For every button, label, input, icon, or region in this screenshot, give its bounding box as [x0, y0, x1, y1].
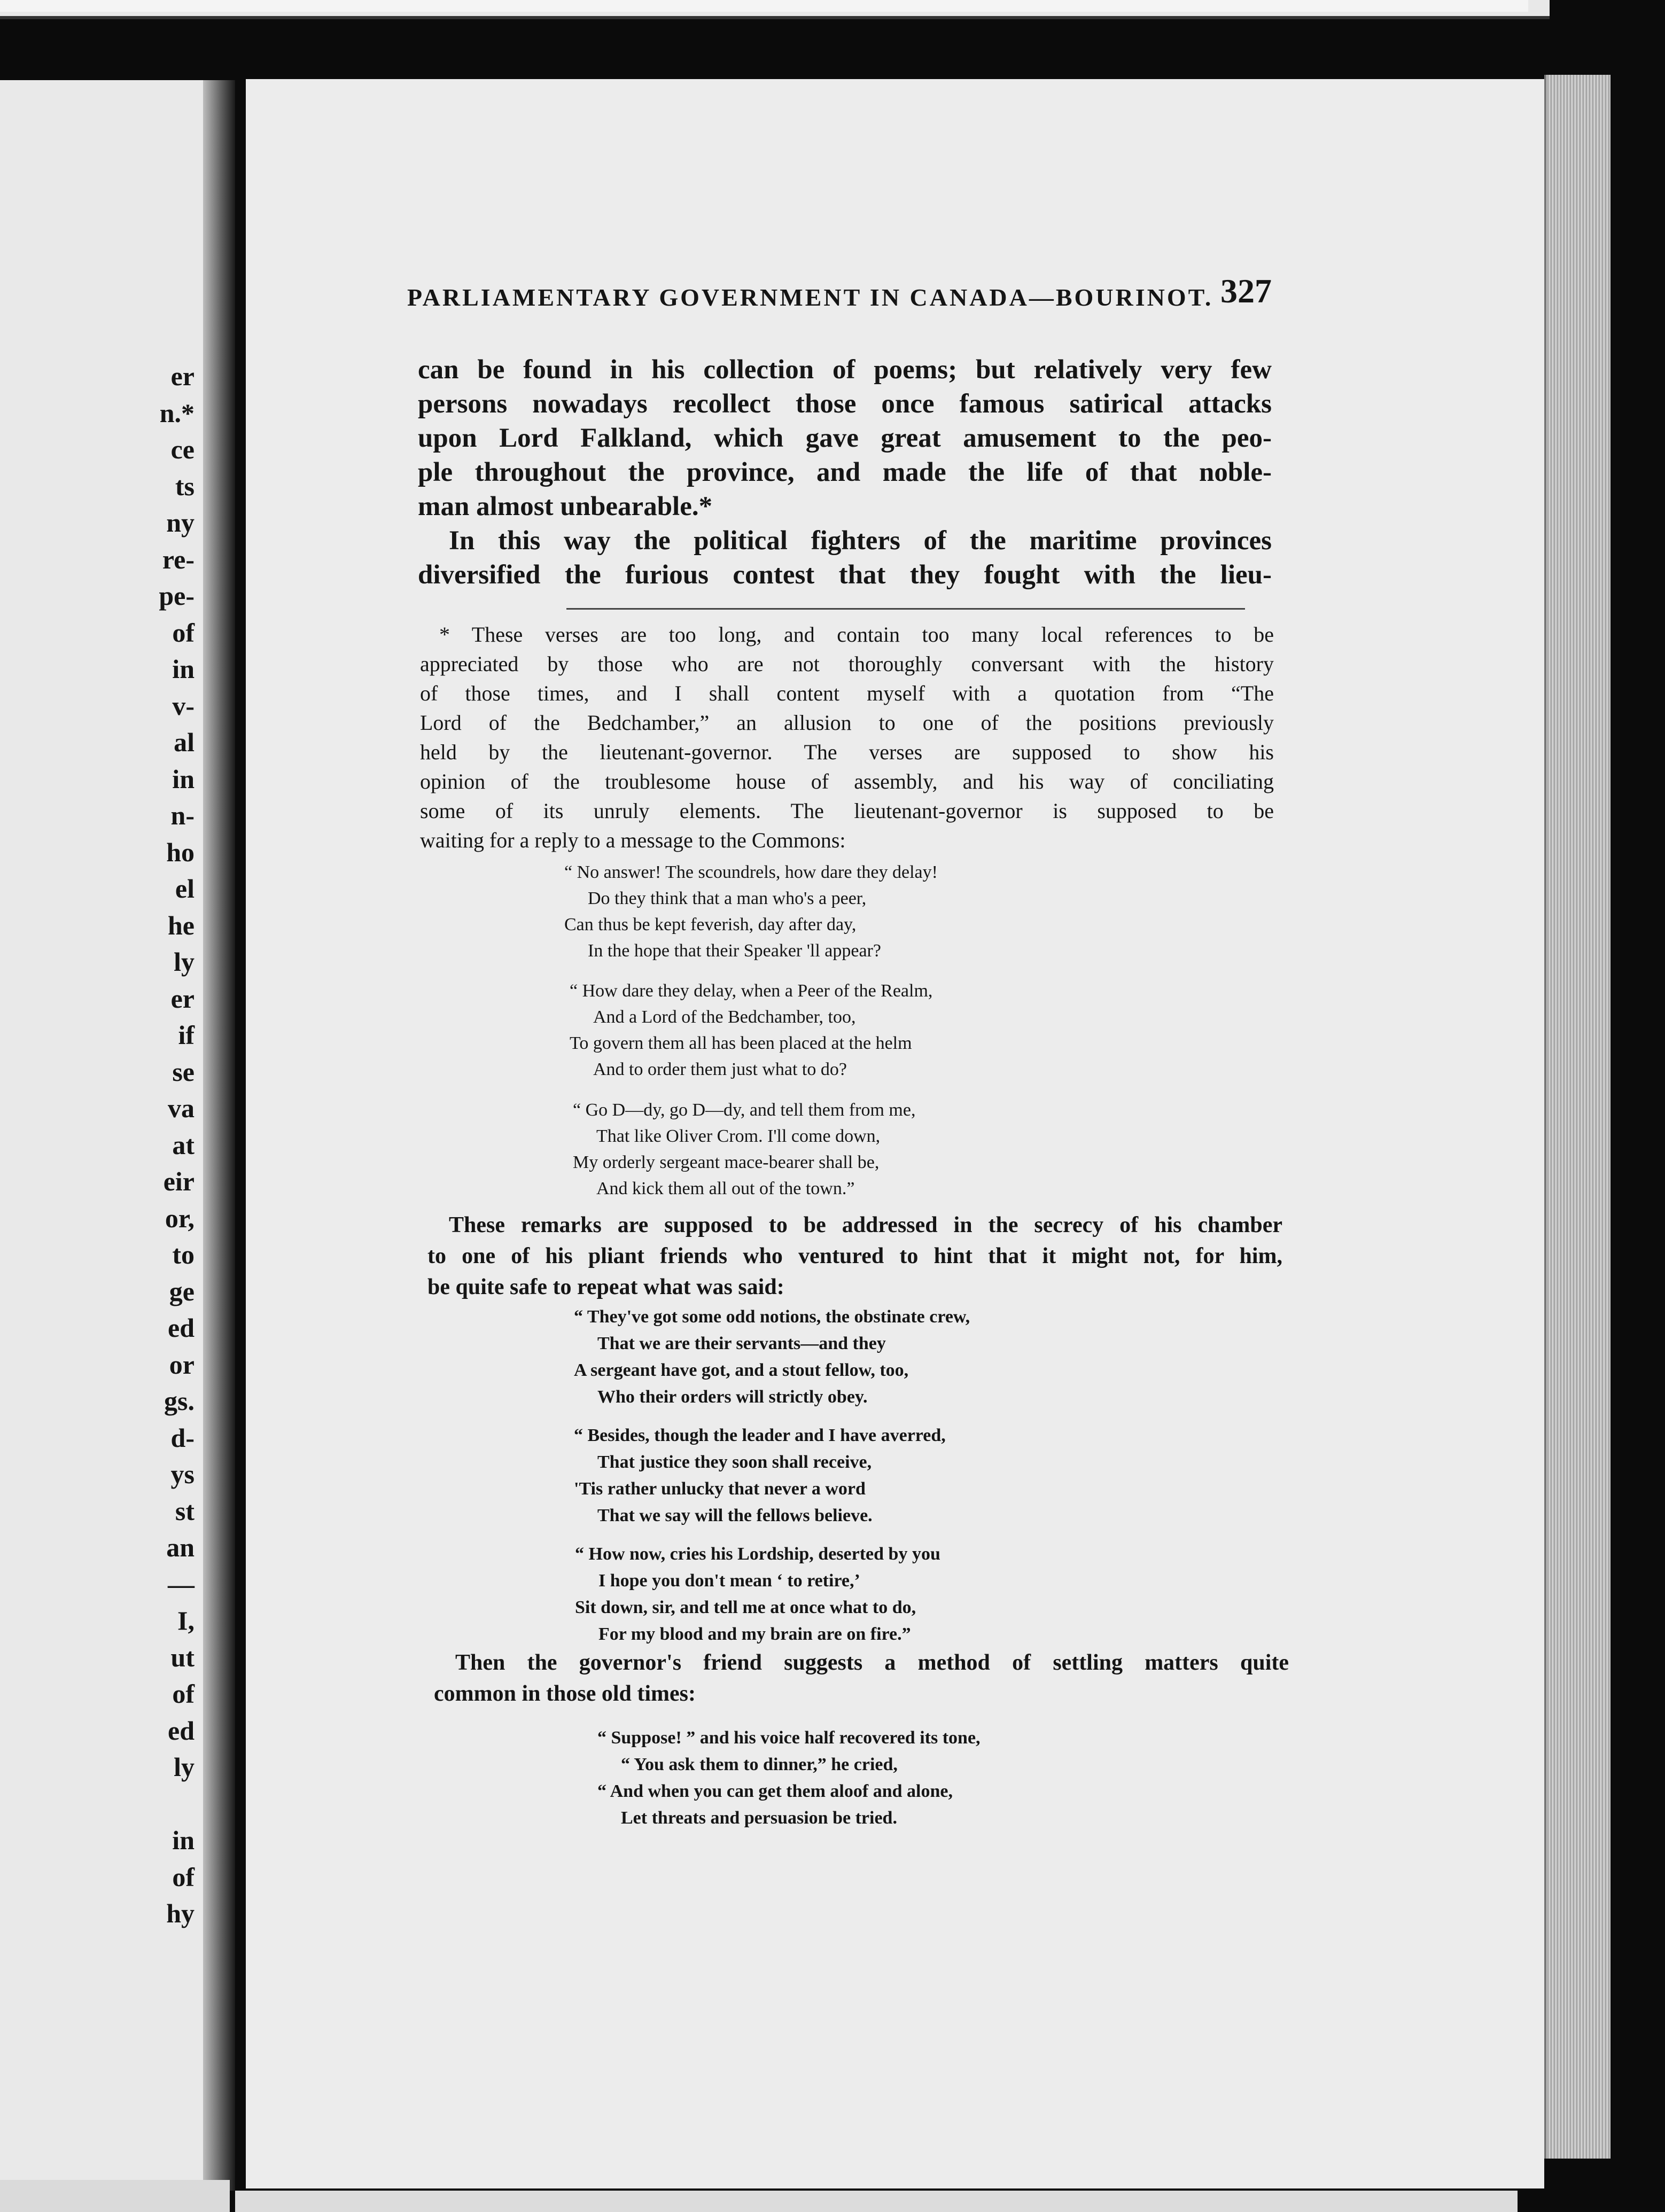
body-text	[418, 353, 1272, 592]
verse-stanza	[597, 1725, 981, 1832]
verse-line: Let threats and persuasion be tried.	[621, 1808, 897, 1828]
previous-page-fragment	[120, 1786, 194, 1822]
body-line: diversified the furious contest that they fought with the lieu-	[418, 560, 1272, 590]
book-gutter-shadow	[203, 80, 235, 2191]
verse-stanza	[574, 1422, 946, 1529]
then-line: common in those old times:	[434, 1681, 696, 1706]
previous-page-fragment: gs.	[164, 1386, 194, 1416]
verse-line: “ Suppose! ” and his voice half recovered its tone,	[597, 1728, 981, 1748]
verse-line: I hope you don't mean ‘ to retire,’	[598, 1571, 860, 1591]
verse-line: “ And when you can get them aloof and alone,	[597, 1781, 953, 1801]
remarks-line: be quite safe to repeat what was said:	[427, 1275, 784, 1299]
previous-page-fragment: in	[172, 764, 194, 794]
previous-page-fragment: re-	[162, 544, 194, 574]
footnote-line: * These verses are too long, and contain too many local references to be	[439, 622, 1274, 647]
verse-line: That we are their servants—and they	[597, 1334, 886, 1353]
verse-line: In the hope that their Speaker 'll appear?	[588, 941, 881, 961]
verse-line: “ No answer! The scoundrels, how dare they delay!	[564, 862, 938, 882]
footnote-line: opinion of the troublesome house of assembly, and his way of conciliating	[420, 769, 1274, 793]
previous-page-fragment: of	[172, 1679, 194, 1709]
remarks-line: These remarks are supposed to be addressed in the secrecy of his chamber	[449, 1213, 1282, 1237]
previous-page-fragment: d-	[170, 1422, 194, 1453]
previous-page-fragment: ly	[174, 947, 194, 977]
verse-line: “ You ask them to dinner,” he cried,	[621, 1755, 898, 1774]
previous-page-fragment: ut	[170, 1642, 194, 1672]
previous-page-fragment: n-	[170, 800, 194, 830]
body-line: persons nowadays recollect those once famous satirical attacks	[418, 389, 1272, 419]
previous-page-fragment: if	[178, 1020, 194, 1050]
page-stack-edge	[1544, 75, 1610, 2159]
verse-stanza	[573, 1097, 915, 1202]
body-line: man almost unbearable.*	[418, 492, 713, 521]
verse-line: That like Oliver Crom. I'll come down,	[596, 1126, 881, 1146]
verse-line: 'Tis rather unlucky that never a word	[574, 1479, 866, 1499]
previous-page-fragment: er	[170, 983, 194, 1014]
verse-line: Do they think that a man who's a peer,	[588, 889, 867, 908]
verse-line: “ They've got some odd notions, the obstinate crew,	[574, 1307, 970, 1327]
previous-page-fragment: va	[168, 1093, 194, 1123]
scan-top-strip	[0, 0, 1550, 19]
remarks-paragraph	[427, 1210, 1282, 1303]
footnote	[420, 620, 1274, 855]
verse-stanza	[570, 978, 932, 1082]
previous-page-fragment: in	[172, 1825, 194, 1855]
previous-page-fragment: st	[175, 1496, 194, 1526]
previous-page-fragment: n.*	[159, 398, 194, 428]
verse-line: That we say will the fellows believe.	[597, 1506, 873, 1525]
verse-line: “ Go D—dy, go D—dy, and tell them from me,	[573, 1100, 916, 1120]
footnote-line: held by the lieutenant-governor. The verses are supposed to show his	[420, 740, 1274, 764]
previous-page	[0, 80, 219, 2191]
scan-bottom-left	[0, 2180, 230, 2212]
verse-line: A sergeant have got, and a stout fellow, too,	[574, 1360, 909, 1380]
verse-line: Who their orders will strictly obey.	[597, 1387, 868, 1407]
verse-line: For my blood and my brain are on fire.”	[598, 1624, 911, 1644]
then-paragraph	[434, 1647, 1289, 1709]
remarks-line: to one of his pliant friends who ventured to hint that it might not, for him,	[427, 1244, 1282, 1268]
previous-page-fragment: ho	[166, 837, 194, 867]
footnote-line: appreciated by those who are not thoroughly conversant with the history	[420, 652, 1274, 676]
previous-page-fragment: I,	[177, 1606, 194, 1635]
previous-page-fragment: hy	[166, 1898, 194, 1928]
verse-line: And to order them just what to do?	[593, 1060, 847, 1079]
previous-page-fragment: —	[168, 1569, 194, 1599]
footnote-line: waiting for a reply to a message to the Commons:	[420, 828, 846, 852]
previous-page-fragment: or	[169, 1349, 194, 1380]
previous-page-fragment: or,	[165, 1203, 194, 1233]
running-head: PARLIAMENTARY GOVERNMENT IN CANADA—BOURINOT.	[407, 284, 1213, 311]
verse-line: That justice they soon shall receive,	[597, 1452, 872, 1472]
previous-page-fragment: se	[172, 1056, 194, 1087]
verse-line: Can thus be kept feverish, day after day,	[564, 915, 857, 934]
previous-page-fragment: an	[166, 1532, 194, 1562]
verse-line: “ How dare they delay, when a Peer of the Realm,	[570, 981, 933, 1001]
body-line: can be found in his collection of poems; but relatively very few	[418, 355, 1272, 385]
verse-stanza	[575, 1541, 940, 1648]
verse-line: To govern them all has been placed at the helm	[570, 1033, 912, 1053]
previous-page-fragment: ly	[174, 1752, 194, 1782]
verse-line: And kick them all out of the town.”	[596, 1179, 855, 1198]
previous-page-fragment: ny	[166, 508, 194, 538]
body-line: upon Lord Falkland, which gave great amusement to the peo-	[418, 423, 1272, 453]
verse-line: My orderly sergeant mace-bearer shall be,	[573, 1152, 880, 1172]
then-line: Then the governor's friend suggests a method of settling matters quite	[455, 1650, 1289, 1675]
footnote-line: of those times, and I shall content myself with a quotation from “The	[420, 681, 1274, 705]
scan-top-strip-inner	[0, 0, 1528, 12]
footnote-line: Lord of the Bedchamber,” an allusion to one of the positions previously	[420, 711, 1274, 735]
previous-page-fragment: eir	[163, 1166, 194, 1196]
verse-stanza	[564, 859, 938, 964]
previous-page-fragment: ce	[170, 434, 194, 464]
body-line: In this way the political fighters of the maritime provinces	[449, 526, 1272, 556]
previous-page-fragment: of	[172, 1861, 194, 1892]
previous-page-fragment: ge	[169, 1276, 194, 1306]
previous-page-fragment: in	[172, 654, 194, 684]
page-number: 327	[1220, 272, 1272, 310]
previous-page-fragment: er	[170, 361, 194, 391]
previous-page-fragment: of	[172, 617, 194, 648]
footnote-line: some of its unruly elements. The lieutenant-governor is supposed to be	[420, 799, 1274, 823]
previous-page-fragment: ys	[170, 1459, 194, 1489]
previous-page-fragment: el	[175, 874, 194, 904]
verse-stanza	[574, 1304, 970, 1411]
previous-page-fragment: ed	[168, 1715, 194, 1746]
previous-page-fragment: ed	[168, 1313, 194, 1343]
scan-bottom-strip	[235, 2191, 1518, 2212]
verse-line: And a Lord of the Bedchamber, too,	[593, 1007, 856, 1027]
verse-line: Sit down, sir, and tell me at once what to do,	[575, 1598, 916, 1617]
body-line: ple throughout the province, and made the life of that noble-	[418, 457, 1272, 487]
previous-page-text	[120, 358, 194, 1932]
previous-page-fragment: he	[168, 910, 194, 940]
previous-page-fragment: at	[172, 1130, 194, 1160]
previous-page-fragment: ts	[175, 471, 194, 501]
previous-page-fragment: to	[172, 1240, 194, 1269]
previous-page-fragment: pe-	[159, 581, 194, 611]
verse-line: “ How now, cries his Lordship, deserted by you	[575, 1544, 940, 1564]
footnote-rule	[566, 608, 1245, 610]
previous-page-fragment: al	[174, 727, 194, 757]
previous-page-fragment: v-	[172, 690, 194, 721]
verse-line: “ Besides, though the leader and I have averred,	[574, 1426, 946, 1445]
